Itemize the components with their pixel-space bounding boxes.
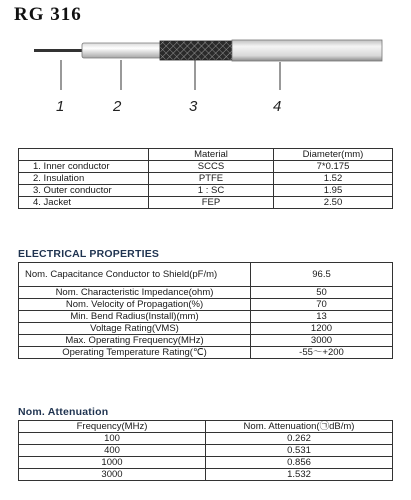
attenuation-table bbox=[18, 420, 393, 481]
outer-conductor-shape bbox=[160, 41, 238, 60]
header-cell bbox=[19, 149, 149, 161]
header-cell: Frequency(MHz) bbox=[19, 421, 206, 433]
insulation-shape bbox=[82, 43, 166, 58]
callout-2-insulation: 2 bbox=[113, 98, 122, 115]
construction-table bbox=[18, 148, 393, 209]
component-name: 4. Jacket bbox=[19, 197, 149, 209]
table-row bbox=[19, 197, 393, 209]
callout-4-jacket: 4 bbox=[273, 98, 282, 115]
header-cell: Material bbox=[149, 149, 274, 161]
jacket-shape bbox=[232, 40, 382, 61]
property-value: 13 bbox=[251, 311, 393, 323]
page-title: RG 316 bbox=[14, 4, 82, 25]
table-row bbox=[19, 457, 393, 469]
inner-conductor-shape bbox=[34, 49, 86, 52]
component-diameter: 2.50 bbox=[274, 197, 393, 209]
table-header-row bbox=[19, 421, 393, 433]
table-row bbox=[19, 299, 393, 311]
attenuation-value: 1.532 bbox=[206, 469, 393, 481]
table-row bbox=[19, 469, 393, 481]
property-label: Nom. Velocity of Propagation(%) bbox=[19, 299, 251, 311]
frequency-value: 3000 bbox=[19, 469, 206, 481]
table-row bbox=[19, 185, 393, 197]
attenuation-heading: Nom. Attenuation bbox=[18, 406, 109, 418]
property-label: Voltage Rating(VMS) bbox=[19, 323, 251, 335]
component-name: 2. Insulation bbox=[19, 173, 149, 185]
attenuation-value: 0.531 bbox=[206, 445, 393, 457]
component-diameter: 1.95 bbox=[274, 185, 393, 197]
table-row bbox=[19, 445, 393, 457]
property-value: 3000 bbox=[251, 335, 393, 347]
property-label: Max. Operating Frequency(MHz) bbox=[19, 335, 251, 347]
callout-1-inner-conductor: 1 bbox=[56, 98, 65, 115]
table-row bbox=[19, 311, 393, 323]
property-value: 96.5 bbox=[251, 263, 393, 287]
table-row bbox=[19, 347, 393, 359]
component-material: PTFE bbox=[149, 173, 274, 185]
component-material: SCCS bbox=[149, 161, 274, 173]
component-diameter: 7*0.175 bbox=[274, 161, 393, 173]
property-label: Operating Temperature Rating(℃) bbox=[19, 347, 251, 359]
property-label: Nom. Capacitance Conductor to Shield(pF/m) bbox=[19, 263, 251, 287]
table-row bbox=[19, 335, 393, 347]
component-material: FEP bbox=[149, 197, 274, 209]
electrical-properties-table bbox=[18, 262, 393, 359]
frequency-value: 100 bbox=[19, 433, 206, 445]
table-row bbox=[19, 173, 393, 185]
property-value: 50 bbox=[251, 287, 393, 299]
component-diameter: 1.52 bbox=[274, 173, 393, 185]
property-value: 1200 bbox=[251, 323, 393, 335]
table-row bbox=[19, 161, 393, 173]
table-row bbox=[19, 433, 393, 445]
attenuation-value: 0.262 bbox=[206, 433, 393, 445]
table-row bbox=[19, 323, 393, 335]
component-material: 1 : SC bbox=[149, 185, 274, 197]
component-name: 1. Inner conductor bbox=[19, 161, 149, 173]
table-row bbox=[19, 287, 393, 299]
electrical-properties-heading: ELECTRICAL PROPERTIES bbox=[18, 248, 160, 260]
property-label: Nom. Characteristic Impedance(ohm) bbox=[19, 287, 251, 299]
component-name: 3. Outer conductor bbox=[19, 185, 149, 197]
frequency-value: 400 bbox=[19, 445, 206, 457]
table-row bbox=[19, 263, 393, 287]
header-cell: Diameter(mm) bbox=[274, 149, 393, 161]
property-value: -55～+200 bbox=[251, 347, 393, 359]
attenuation-value: 0.856 bbox=[206, 457, 393, 469]
property-label: Min. Bend Radius(Install)(mm) bbox=[19, 311, 251, 323]
property-value: 70 bbox=[251, 299, 393, 311]
table-header-row bbox=[19, 149, 393, 161]
callout-3-outer-conductor: 3 bbox=[189, 98, 198, 115]
header-cell: Nom. Attenuation(㉠dB/m) bbox=[206, 421, 393, 433]
frequency-value: 1000 bbox=[19, 457, 206, 469]
